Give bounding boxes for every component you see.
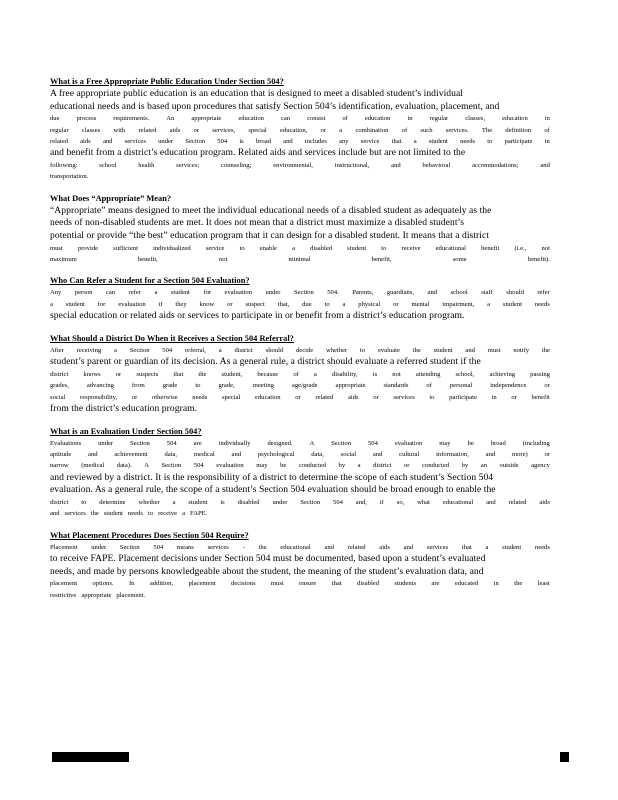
section-referral (50, 275, 550, 322)
body-line: student’s parent or guardian of its decision. As a general rule, a district should evaluate a referred student if the (50, 356, 481, 368)
body-line: social responsibility, or otherwise needs special education or related aids or services to participate in or benefit (50, 393, 550, 401)
section-appropriate (50, 193, 550, 266)
body-line: district knows or suspects that the student, because of a disability, is not attending school, achieving passing (50, 370, 550, 378)
body-line: After receiving a Section 504 referral, a district should decide whether to evaluate the student and must notify the (50, 346, 550, 354)
section-evaluation (50, 426, 550, 520)
footer-page-mark (560, 752, 569, 762)
section-heading: What Does “Appropriate” Mean? (50, 193, 172, 203)
section-heading: What is a Free Appropriate Public Education Under Section 504? (50, 77, 284, 86)
body-line: and services the student needs to receive a FAPE. (50, 510, 208, 518)
body-line: evaluation. As a general rule, the scope of a student’s Section 504 evaluation should be broad enough to enable the (50, 484, 496, 496)
section-body (50, 205, 550, 266)
body-line: A free appropriate public education is an education that is designed to meet a disabled student’s individual (50, 88, 464, 99)
body-line: transportation. (50, 173, 89, 181)
body-line: due process requirements. An appropriate education can consist of education in regular classes, education in (50, 115, 550, 123)
body-line: educational needs and is based upon procedures that satisfy Section 504’s identification, evaluation, placement, and (50, 100, 500, 112)
section-fape (50, 76, 550, 183)
body-line: Any person can refer a student for evaluation under Section 504. Parents, guardians, and school staff should refer (50, 289, 550, 297)
body-line: regular classes with related aids or services, special education, or a combination of such services. The definition of (50, 126, 550, 134)
body-line: needs, and made by persons knowledgeable about the student, the meaning of the student’s evaluation data, and (50, 565, 484, 577)
section-body (50, 88, 550, 183)
section-heading: What Should a District Do When it Receives a Section 504 Referral? (50, 333, 294, 343)
body-line: needs of non-disabled students are met. It does not mean that a district must maximize a disabled student’s (50, 217, 465, 229)
body-line: and benefit from a district’s education program. Related aids and services include but are not limited to the (50, 147, 466, 159)
body-line: must provide sufficient individualized service to enable a disabled student to receive educational benefit (i.e., not (50, 244, 550, 252)
body-line: aptitude and achievement data, medical and psychological data, social and cultural information, and more) or (50, 451, 550, 459)
body-line: to receive FAPE. Placement decisions under Section 504 must be documented, based upon a student’s evaluated (50, 553, 486, 565)
body-line: following: school health services; counseling; environmental, instructional, and behavioral accommodations; and (50, 162, 550, 169)
section-heading: What is an Evaluation Under Section 504? (50, 426, 202, 436)
section-heading: Who Can Refer a Student for a Section 504 Evaluation? (50, 276, 250, 286)
body-line: from the district’s education program. (50, 403, 198, 415)
body-line: placement options. In addition, placement decisions must ensure that disabled students are educated in the least (50, 580, 550, 588)
body-line: potential or provide “the best” education program that it can design for a disabled student. It means that a district (50, 230, 490, 241)
section-body (50, 438, 550, 520)
body-line: Placement under Section 504 means services - the educational and related aids and services that a student needs (50, 543, 550, 551)
body-line: maximum benefit, not minimal benefit, some benefit). (50, 256, 550, 263)
section-body (50, 542, 550, 601)
body-line: and reviewed by a district. It is the responsibility of a district to determine the scope of each student’s Section 504 (50, 471, 494, 483)
body-line: Evaluations under Section 504 are individually designed. A Section 504 evaluation may be broad (including (50, 439, 550, 447)
section-placement (50, 530, 550, 601)
body-line: district to determine whether a student is disabled under Section 504 and, if so, what educational and related aids (50, 499, 550, 507)
body-line: grades, advancing from grade to grade, meeting age/grade appropriate standards of personal independence or (50, 382, 550, 390)
section-body (50, 287, 550, 322)
body-line: restrictive appropriate placement. (50, 591, 146, 599)
section-body (50, 345, 550, 416)
document-page (50, 76, 550, 611)
footer-redaction-bar (52, 752, 129, 762)
body-line: related aids and services under Section 504 is broad and includes any service that a student needs to participate in (50, 138, 550, 145)
body-line: special education or related aids or services to participate in or benefit from a district’s education program. (50, 310, 465, 322)
body-line: a student for evaluation if they know or suspect that, due to a physical or mental impairment, a student needs (50, 300, 550, 308)
body-line: “Appropriate” means designed to meet the individual educational needs of a disabled student as adequately as the (50, 204, 492, 216)
section-district-response (50, 333, 550, 416)
body-line: narrow (medical data). A Section 504 evaluation may be conducted by a district or conducted by an outside agency (50, 462, 550, 470)
section-heading: What Placement Procedures Does Section 504 Require? (50, 530, 249, 540)
